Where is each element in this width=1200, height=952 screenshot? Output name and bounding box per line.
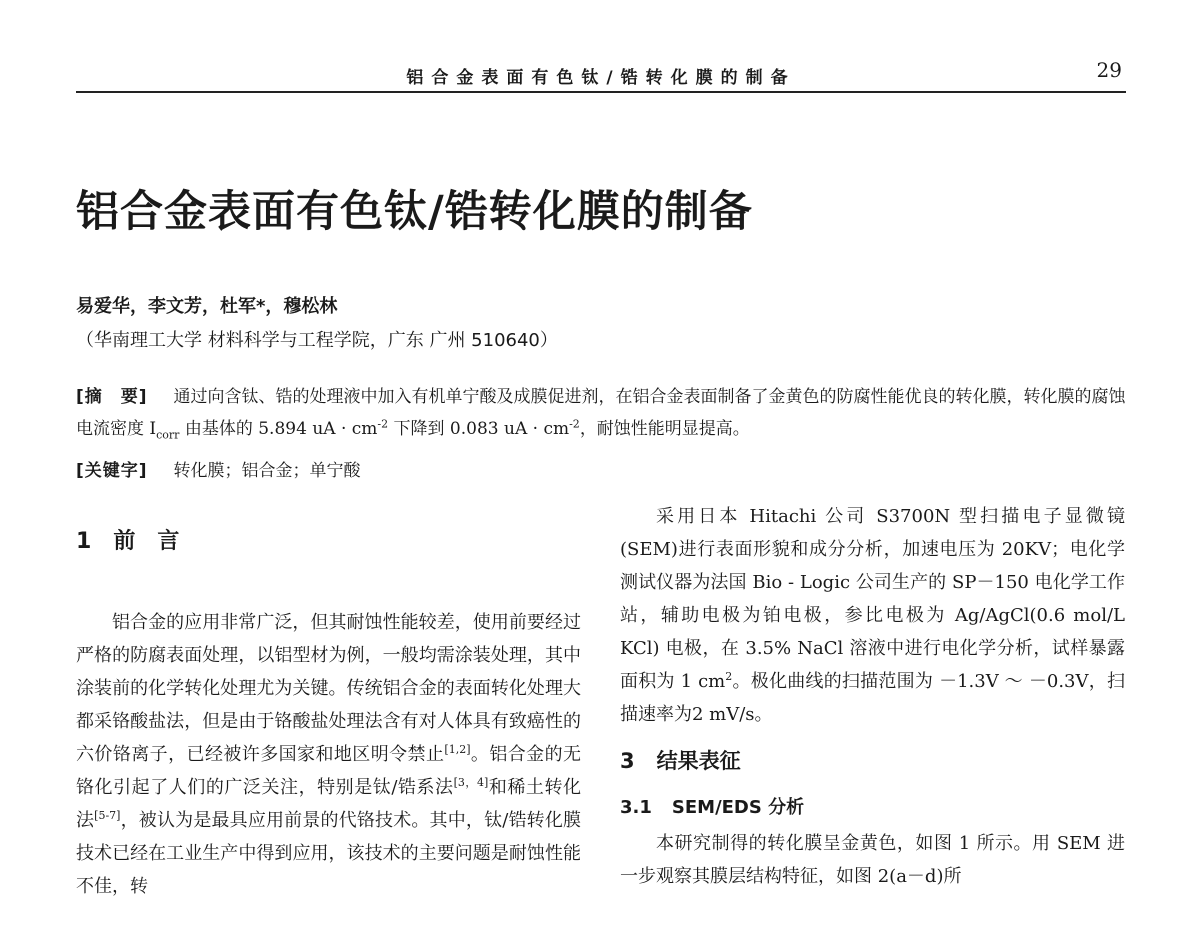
keywords-label: [关键字]	[76, 461, 148, 481]
results-paragraph: 本研究制得的转化膜呈金黄色，如图 1 所示。用 SEM 进一步观察其膜层结构特征，如图 2(a－d)所	[620, 833, 1125, 887]
section-1-number: 1	[76, 529, 92, 554]
section-1-title: 前 言	[113, 529, 180, 554]
abstract-exponent-2: -2	[569, 417, 580, 431]
abstract-text-3: 下降到 0.083 uA · cm	[388, 419, 570, 439]
abstract-label: [摘 要]	[76, 387, 148, 407]
authors: 易爱华，李文芳，杜军*，穆松林	[76, 296, 338, 317]
section-3-heading	[620, 745, 1125, 775]
citation-5-7: [5-7]	[94, 809, 121, 822]
left-column	[76, 524, 581, 903]
running-header	[76, 55, 1126, 93]
page-number: 29	[1096, 58, 1122, 82]
paper-title: 铝合金表面有色钛/锆转化膜的制备	[76, 187, 753, 237]
keywords	[76, 456, 361, 481]
right-column	[620, 500, 1125, 893]
section-1-heading	[76, 524, 581, 555]
methods-exponent: 2	[725, 670, 733, 683]
citation-1-2: [1,2]	[444, 743, 471, 756]
intro-text-c: 和稀土转化法	[76, 777, 582, 831]
abstract	[76, 381, 1126, 445]
affiliation: （华南理工大学 材料科学与工程学院，广东 广州 510640）	[76, 330, 558, 351]
methods-text-b: 。极化曲线的扫描范围为 －1.3V ～ －0.3V，扫描速率为2 mV/s。	[620, 671, 1125, 725]
abstract-text-1: 通过向含钛、锆的处理液中加入有机单宁酸及成膜促进剂，在铝合金表面制备了金黄色的防腐性能优良的转化膜，转化膜的腐蚀电流密度 I	[76, 387, 1126, 439]
subsection-3-1-number: 3.1	[620, 797, 652, 818]
subsection-3-1-heading	[620, 793, 1125, 819]
running-title: 铝合金表面有色钛/锆转化膜的制备	[406, 68, 796, 88]
intro-text-a: 铝合金的应用非常广泛，但其耐蚀性能较差，使用前要经过严格的防腐表面处理，以铝型材为例，一般均需涂装处理，其中涂装前的化学转化处理尤为关键。传统铝合金的表面转化处理大都采铬酸盐法，但是由于铬酸盐处理法含有对人体具有致癌性的六价铬离子，已经被许多国家和地区明令禁止	[76, 612, 581, 765]
introduction-paragraph	[76, 606, 581, 903]
citation-3-4: [3，4]	[453, 776, 489, 789]
methods-paragraph	[620, 500, 1125, 731]
section-3-title: 结果表征	[656, 749, 741, 773]
keywords-text: 转化膜；铝合金；单宁酸	[173, 461, 361, 481]
intro-text-b: 。铝合金的无铬化引起了人们的广泛关注，特别是钛/锆系法	[76, 744, 582, 798]
abstract-corr-subscript: corr	[156, 428, 180, 442]
intro-text-d: ，被认为是最具应用前景的代铬技术。其中，钛/锆转化膜技术已经在工业生产中得到应用，该技术的主要问题是耐蚀性能不佳，转	[76, 810, 581, 897]
subsection-3-1-title: SEM/EDS 分析	[671, 797, 805, 818]
section-3-number: 3	[620, 749, 635, 773]
abstract-text-4: ，耐蚀性能明显提高。	[579, 419, 750, 439]
abstract-text-2: 由基体的 5.894 uA · cm	[179, 419, 378, 439]
abstract-exponent-1: -2	[377, 417, 389, 431]
methods-text-a: 采用日本 Hitachi 公司 S3700N 型扫描电子显微镜(SEM)进行表面形貌和成分分析，加速电压为 20KV；电化学测试仪器为法国 Bio - Logic 公司生产的 SP－150 电化学工作站，辅助电极为铂电极，参比电极为 Ag/AgCl(0.6 mol/L KCl) 电极，在 3.5% NaCl 溶液中进行电化学分析，试样暴露面积为 1 cm	[620, 506, 1125, 692]
